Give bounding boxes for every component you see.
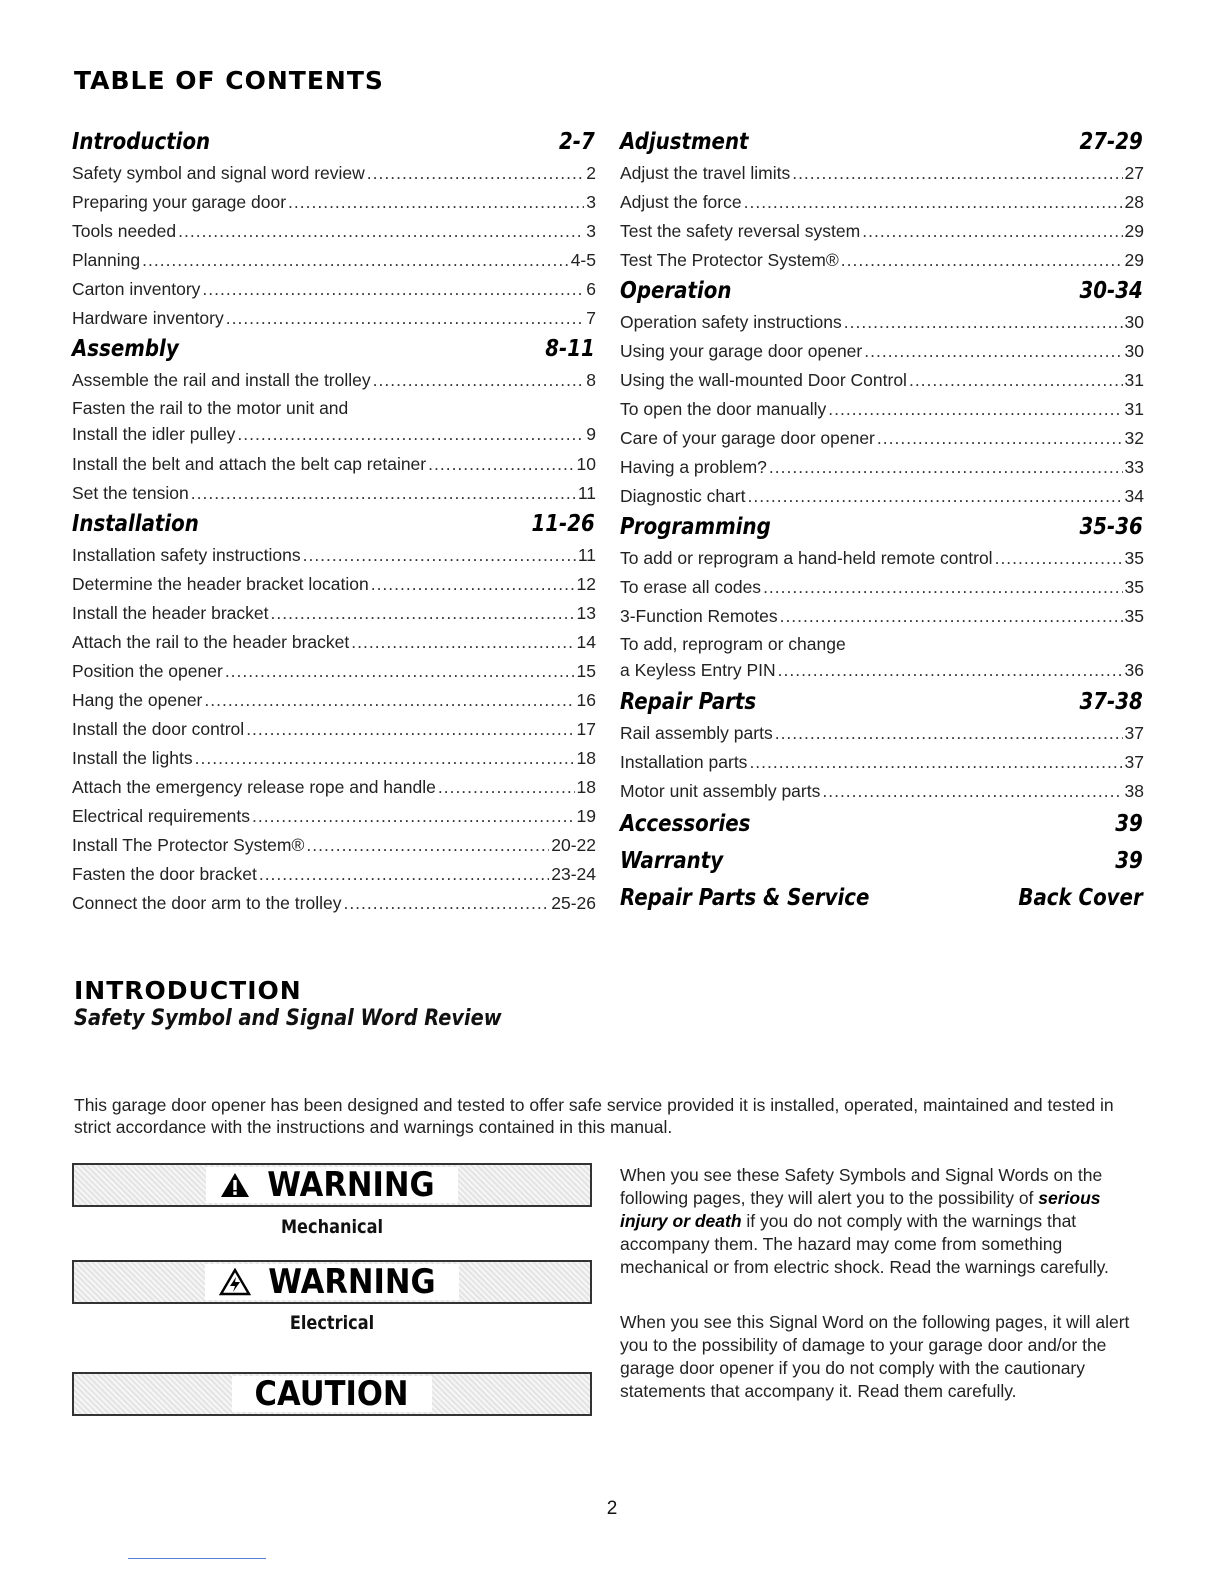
toc-entry-page: 32: [1124, 428, 1144, 448]
toc-entry-page: 27: [1124, 163, 1144, 183]
toc-entry-page: 29: [1124, 250, 1144, 270]
toc-entry-page: 28: [1124, 192, 1144, 212]
toc-entry-page: 31: [1124, 370, 1144, 390]
toc-entry-page: 37: [1124, 723, 1144, 743]
toc-entry-page: 31: [1124, 399, 1144, 419]
toc-entry-text: Install The Protector System®: [72, 835, 305, 855]
toc-entry-text: Install the header bracket: [72, 603, 269, 623]
toc-entry-text: Using your garage door opener: [620, 341, 863, 361]
toc-entry: [72, 188, 596, 217]
toc-entry-text: Preparing your garage door: [72, 192, 287, 212]
toc-leader-dots: [351, 628, 574, 657]
toc-entry-text: Fasten the door bracket: [72, 864, 257, 884]
toc-entry-text: Adjust the travel limits: [620, 163, 791, 183]
toc-entry-page: 2: [586, 163, 596, 183]
signal-label-electrical: Electrical: [289, 1312, 375, 1334]
toc-leader-dots: [769, 453, 1123, 482]
toc-entry-text: To open the door manually: [620, 399, 827, 419]
toc-entry-text: Install the lights: [72, 748, 193, 768]
toc-section-pages: 8-11: [545, 336, 595, 362]
toc-entry: [72, 479, 596, 508]
toc-entry: [72, 395, 596, 450]
toc-entry-page: 17: [576, 719, 596, 739]
toc-entry-page: 16: [576, 690, 596, 710]
toc-leader-dots: [792, 159, 1122, 188]
warning-description: [620, 1164, 1140, 1279]
toc-entry-page: 23-24: [551, 864, 596, 884]
toc-entry-text: a Keyless Entry PIN: [620, 660, 776, 680]
toc-entry-page: 3: [586, 192, 596, 212]
toc-entry-page: 37: [1124, 752, 1144, 772]
toc-leader-dots: [747, 482, 1122, 511]
toc-leader-dots: [226, 304, 585, 333]
toc-section-title: Warranty: [620, 848, 724, 874]
toc-entry-text: To add, reprogram or change: [620, 634, 846, 654]
toc-entry-text: Using the wall-mounted Door Control: [620, 370, 907, 390]
toc-right-column: [620, 126, 1144, 917]
toc-leader-dots: [204, 686, 574, 715]
toc-section-pages: 2-7: [558, 129, 595, 155]
toc-section-heading: [620, 843, 1143, 880]
toc-entry-text: Installation safety instructions: [72, 545, 301, 565]
toc-leader-dots: [246, 715, 574, 744]
toc-section-heading: [620, 806, 1143, 843]
toc-entry: [72, 541, 596, 570]
toc-leader-dots: [862, 217, 1122, 246]
toc-entry-text: Install the belt and attach the belt cap retainer: [72, 454, 427, 474]
toc-leader-dots: [202, 275, 584, 304]
toc-entry-page: 7: [586, 308, 596, 328]
toc-leader-dots: [763, 573, 1122, 602]
footer-rule: [128, 1558, 266, 1559]
toc-entry-text: Operation safety instructions: [620, 312, 842, 332]
toc-entry-page: 30: [1124, 341, 1144, 361]
toc-entry-text: Set the tension: [72, 483, 189, 503]
warning-triangle-exclamation-icon: [220, 1172, 250, 1198]
toc-section-heading: [620, 880, 1143, 917]
toc-entry-page: 11: [577, 483, 596, 503]
toc-left-column: [72, 126, 596, 918]
toc-entry-text: To add or reprogram a hand-held remote control: [620, 548, 993, 568]
toc-entry: [620, 453, 1144, 482]
toc-entry: [72, 599, 596, 628]
toc-entry-page: 35: [1124, 606, 1144, 626]
toc-entry-page: 36: [1124, 660, 1144, 680]
toc-leader-dots: [428, 450, 574, 479]
toc-entry-page: 10: [576, 454, 596, 474]
toc-entry-text: Attach the emergency release rope and handle: [72, 777, 436, 797]
intro-paragraph: This garage door opener has been designed and tested to offer safe service provided it is installed, operated, maintained and tested in strict accordance with the instructions and warnings contained in this manual.: [74, 1095, 1114, 1137]
toc-leader-dots: [252, 802, 575, 831]
toc-leader-dots: [864, 337, 1122, 366]
warning-triangle-lightning-icon: [219, 1268, 251, 1296]
toc-section-title: Repair Parts: [620, 689, 757, 715]
toc-leader-dots: [225, 657, 575, 686]
toc-entry: [620, 748, 1144, 777]
toc-section-title: Operation: [620, 278, 732, 304]
toc-entry: [72, 715, 596, 744]
toc-entry-text: Motor unit assembly parts: [620, 781, 821, 801]
toc-leader-dots: [438, 773, 575, 802]
toc-entry: [72, 159, 596, 188]
caution-box: [72, 1372, 592, 1416]
toc-entry: [72, 744, 596, 773]
toc-entry-text: Hang the opener: [72, 690, 203, 710]
toc-entry-page: 12: [576, 574, 596, 594]
toc-entry: [72, 686, 596, 715]
toc-entry-page: 33: [1124, 457, 1144, 477]
toc-section-pages: 37-38: [1079, 689, 1143, 715]
toc-entry-page: 34: [1124, 486, 1144, 506]
toc-leader-dots: [744, 188, 1123, 217]
toc-leader-dots: [371, 570, 575, 599]
toc-entry-text: 3-Function Remotes: [620, 606, 778, 626]
toc-entry: [620, 602, 1144, 631]
toc-entry: [72, 246, 596, 275]
toc-entry-text: Test The Protector System®: [620, 250, 839, 270]
toc-entry-text: Carton inventory: [72, 279, 201, 299]
toc-leader-dots: [343, 889, 549, 918]
toc-leader-dots: [778, 657, 1123, 683]
toc-entry: [620, 188, 1144, 217]
toc-entry: [620, 719, 1144, 748]
toc-entry-text: Safety symbol and signal word review: [72, 163, 365, 183]
toc-entry: [72, 889, 596, 918]
toc-leader-dots: [178, 217, 584, 246]
toc-entry-text: Electrical requirements: [72, 806, 250, 826]
toc-entry: [620, 246, 1144, 275]
toc-section-pages: 27-29: [1079, 129, 1143, 155]
toc-entry: [620, 366, 1144, 395]
toc-section-title: Adjustment: [620, 129, 749, 155]
toc-entry: [620, 573, 1144, 602]
intro-subheading: Safety Symbol and Signal Word Review: [74, 1006, 502, 1031]
signal-word-caution: CAUTION: [255, 1374, 409, 1414]
toc-section-heading: [72, 508, 595, 541]
toc-section-heading: [72, 126, 595, 159]
toc-leader-dots: [271, 599, 575, 628]
toc-leader-dots: [749, 748, 1122, 777]
toc-entry-page: 3: [586, 221, 596, 241]
toc-entry-text: Install the idler pulley: [72, 424, 236, 444]
toc-leader-dots: [995, 544, 1123, 573]
toc-leader-dots: [877, 424, 1123, 453]
toc-entry: [72, 304, 596, 333]
toc-section-pages: 35-36: [1079, 514, 1143, 540]
toc-entry-text: Tools needed: [72, 221, 177, 241]
toc-entry-text: Diagnostic chart: [620, 486, 746, 506]
toc-entry-page: 35: [1124, 577, 1144, 597]
toc-entry-page: 30: [1124, 312, 1144, 332]
toc-entry-page: 38: [1124, 781, 1144, 801]
toc-leader-dots: [373, 366, 585, 395]
toc-entry-page: 18: [576, 777, 596, 797]
toc-entry: [620, 424, 1144, 453]
toc-entry-text: Fasten the rail to the motor unit and: [72, 398, 349, 418]
toc-section-pages: Back Cover: [1018, 885, 1143, 911]
warning-desc-text-end: if you do not comply with the warnings that accompany them. The hazard may come from something mechanical or from electric shock. Read the warnings carefully.: [620, 1211, 1109, 1277]
toc-entry: [620, 395, 1144, 424]
toc-entry-text: To erase all codes: [620, 577, 762, 597]
toc-entry-text: Adjust the force: [620, 192, 742, 212]
toc-entry-text: Test the safety reversal system: [620, 221, 861, 241]
toc-section-heading: [620, 511, 1143, 544]
toc-heading: TABLE OF CONTENTS: [74, 66, 384, 95]
toc-section-title: Introduction: [72, 129, 211, 155]
toc-leader-dots: [841, 246, 1123, 275]
toc-entry-text: Care of your garage door opener: [620, 428, 875, 448]
toc-entry-page: 29: [1124, 221, 1144, 241]
toc-entry: [620, 217, 1144, 246]
toc-section-title: Accessories: [620, 811, 751, 837]
toc-section-pages: 11-26: [531, 511, 595, 537]
toc-entry: [72, 450, 596, 479]
toc-section-heading: [620, 126, 1143, 159]
toc-leader-dots: [288, 188, 584, 217]
toc-leader-dots: [822, 777, 1122, 806]
toc-entry-text: Position the opener: [72, 661, 223, 681]
toc-leader-dots: [844, 308, 1123, 337]
toc-section-title: Installation: [72, 511, 199, 537]
toc-entry-text: Determine the header bracket location: [72, 574, 369, 594]
toc-entry: [620, 159, 1144, 188]
toc-entry: [72, 217, 596, 246]
toc-entry-page: 19: [576, 806, 596, 826]
toc-entry-page: 20-22: [551, 835, 596, 855]
toc-entry-text: Planning: [72, 250, 141, 270]
signal-word-warning: WARNING: [267, 1165, 435, 1205]
toc-entry-text: Attach the rail to the header bracket: [72, 632, 350, 652]
toc-entry: [620, 544, 1144, 573]
toc-section-title: Programming: [620, 514, 771, 540]
warning-desc-emphasis: serious injury or death: [620, 1188, 1101, 1231]
toc-entry-text: Install the door control: [72, 719, 245, 739]
toc-entry-page: 8: [586, 370, 596, 390]
toc-entry-text: Rail assembly parts: [620, 723, 773, 743]
toc-entry-text: Assemble the rail and install the trolley: [72, 370, 371, 390]
toc-entry-text: Having a problem?: [620, 457, 767, 477]
toc-entry-page: 13: [576, 603, 596, 623]
toc-entry: [72, 860, 596, 889]
page-number: 2: [606, 1498, 618, 1519]
toc-entry: [620, 777, 1144, 806]
toc-entry-page: 6: [586, 279, 596, 299]
toc-entry: [620, 631, 1144, 686]
toc-entry: [72, 657, 596, 686]
toc-entry: [72, 802, 596, 831]
toc-section-pages: 30-34: [1079, 278, 1143, 304]
toc-leader-dots: [828, 395, 1122, 424]
signal-label-mechanical: Mechanical: [280, 1216, 384, 1238]
intro-heading: INTRODUCTION: [74, 976, 302, 1005]
toc-section-title: Repair Parts & Service: [620, 885, 870, 911]
toc-entry-text: Connect the door arm to the trolley: [72, 893, 342, 913]
signal-word-warning: WARNING: [268, 1262, 436, 1302]
toc-section-title: Assembly: [72, 336, 179, 362]
toc-entry-page: 15: [576, 661, 596, 681]
toc-entry: [620, 308, 1144, 337]
toc-leader-dots: [909, 366, 1123, 395]
toc-leader-dots: [303, 541, 576, 570]
toc-entry-text: Installation parts: [620, 752, 748, 772]
toc-leader-dots: [191, 479, 576, 508]
toc-entry: [72, 570, 596, 599]
caution-description: When you see this Signal Word on the following pages, it will alert you to the possibility of damage to your garage door and/or the garage door opener if you do not comply with the cautionary statements that accompany it. Read them carefully.: [620, 1312, 1130, 1401]
toc-section-pages: 39: [1115, 811, 1143, 837]
toc-entry-page: 35: [1124, 548, 1144, 568]
toc-entry: [72, 773, 596, 802]
toc-leader-dots: [259, 860, 549, 889]
toc-entry: [72, 831, 596, 860]
toc-entry-page: 14: [576, 632, 596, 652]
toc-entry: [620, 337, 1144, 366]
toc-entry: [72, 628, 596, 657]
toc-entry: [620, 482, 1144, 511]
warning-mechanical-box: [72, 1163, 592, 1207]
toc-section-heading: [620, 686, 1143, 719]
toc-section-pages: 39: [1115, 848, 1143, 874]
toc-leader-dots: [142, 246, 569, 275]
toc-entry-page: 25-26: [551, 893, 596, 913]
toc-entry-page: 9: [586, 424, 596, 444]
warning-electrical-box: [72, 1260, 592, 1304]
toc-leader-dots: [195, 744, 575, 773]
toc-entry-text: Hardware inventory: [72, 308, 224, 328]
toc-leader-dots: [237, 421, 584, 447]
toc-entry-page: 18: [576, 748, 596, 768]
toc-leader-dots: [775, 719, 1123, 748]
toc-entry-page: 11: [577, 545, 596, 565]
toc-leader-dots: [306, 831, 549, 860]
toc-leader-dots: [780, 602, 1123, 631]
warning-desc-text: When you see these Safety Symbols and Signal Words on the following pages, they will alert you to the possibility of: [620, 1165, 1103, 1208]
toc-entry: [72, 366, 596, 395]
toc-section-heading: [620, 275, 1143, 308]
toc-section-heading: [72, 333, 595, 366]
toc-entry-page: 4-5: [570, 250, 596, 270]
toc-leader-dots: [367, 159, 584, 188]
toc-entry: [72, 275, 596, 304]
